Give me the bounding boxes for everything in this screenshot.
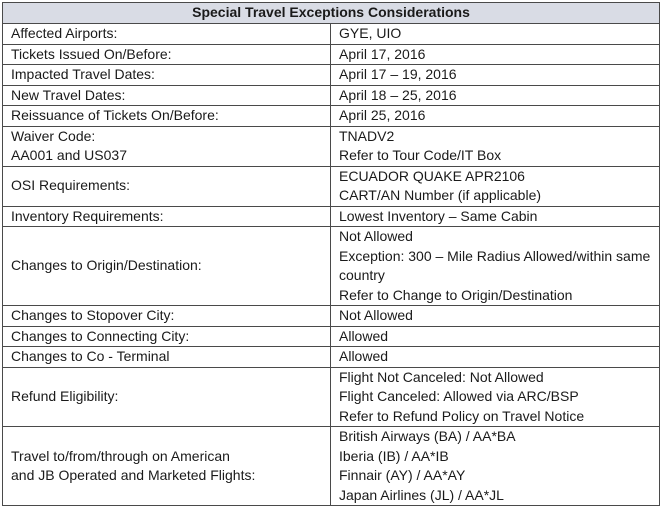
row-value: [331, 166, 660, 206]
label-line: Affected Airports:: [11, 25, 118, 41]
row-value: [331, 367, 660, 427]
table-row: [3, 85, 660, 106]
row-value: [331, 85, 660, 106]
value-line: April 18 – 25, 2016: [339, 86, 457, 103]
label-line: Impacted Travel Dates:: [11, 66, 155, 82]
value-line: Not Allowed: [339, 228, 413, 244]
table-row: [3, 24, 660, 45]
label-line: OSI Requirements:: [11, 177, 131, 194]
row-value: [331, 106, 660, 127]
row-value: [331, 306, 660, 327]
table-row: [3, 65, 660, 86]
label-line: Reissuance of Tickets On/Before:: [11, 107, 219, 123]
row-label: [3, 227, 331, 306]
row-label: [3, 85, 331, 106]
value-line: Iberia (IB) / AA*IB: [339, 447, 449, 464]
label-line: Refund Eligibility:: [11, 388, 119, 404]
value-line: GYE, UIO: [339, 25, 402, 41]
table-title: Special Travel Exceptions Considerations: [3, 3, 660, 24]
row-value: [331, 427, 660, 506]
row-label: [3, 126, 331, 166]
label-line: Tickets Issued On/Before:: [11, 45, 172, 62]
row-value: [331, 24, 660, 45]
row-value: [331, 65, 660, 86]
row-value: [331, 206, 660, 227]
row-label: [3, 306, 331, 327]
value-line: April 25, 2016: [339, 107, 426, 123]
value-line: ECUADOR QUAKE APR2106: [339, 167, 525, 184]
label-line: Changes to Stopover City:: [11, 307, 175, 323]
row-label: [3, 166, 331, 206]
table-row: [3, 367, 660, 427]
value-line: Allowed: [339, 327, 389, 344]
row-value: [331, 227, 660, 306]
value-line: CART/AN Number (if applicable): [339, 187, 542, 203]
value-line: April 17, 2016: [339, 45, 426, 62]
row-value: [331, 326, 660, 347]
label-line: Waiver Code:: [11, 127, 96, 144]
value-line: Japan Airlines (JL) / AA*JL: [339, 486, 504, 503]
value-line: April 17 – 19, 2016: [339, 66, 457, 82]
value-line: Exception: 300 – Mile Radius Allowed/within same country: [339, 247, 651, 283]
value-line: Not Allowed: [339, 307, 413, 323]
row-label: [3, 367, 331, 427]
row-label: [3, 24, 331, 45]
value-line: British Airways (BA) / AA*BA: [339, 428, 516, 444]
table-row: [3, 347, 660, 368]
row-label: [3, 347, 331, 368]
table-row: [3, 44, 660, 65]
row-value: [331, 126, 660, 166]
value-line: Lowest Inventory – Same Cabin: [339, 207, 538, 224]
row-value: [331, 44, 660, 65]
value-line: Allowed: [339, 348, 389, 364]
row-label: [3, 65, 331, 86]
value-line: Refer to Tour Code/IT Box: [339, 147, 502, 163]
label-line: AA001 and US037: [11, 147, 127, 163]
table-row: [3, 166, 660, 206]
label-line: New Travel Dates:: [11, 86, 126, 103]
value-line: Refer to Change to Origin/Destination: [339, 286, 573, 303]
table-title-row: [3, 3, 660, 24]
label-line: Inventory Requirements:: [11, 207, 164, 224]
exceptions-table: [2, 2, 660, 506]
row-label: [3, 106, 331, 127]
row-label: [3, 326, 331, 347]
table-row: [3, 326, 660, 347]
value-line: Finnair (AY) / AA*AY: [339, 467, 466, 483]
value-line: TNADV2: [339, 127, 395, 144]
table-row: [3, 427, 660, 506]
value-line: Flight Not Canceled: Not Allowed: [339, 368, 544, 385]
label-line: Changes to Origin/Destination:: [11, 257, 202, 274]
table-row: [3, 227, 660, 306]
table-row: [3, 206, 660, 227]
table-row: [3, 126, 660, 166]
table-row: [3, 106, 660, 127]
label-line: Changes to Connecting City:: [11, 327, 190, 344]
row-label: [3, 427, 331, 506]
value-line: Refer to Refund Policy on Travel Notice: [339, 407, 585, 424]
table-row: [3, 306, 660, 327]
row-value: [331, 347, 660, 368]
value-line: Flight Canceled: Allowed via ARC/BSP: [339, 388, 579, 404]
row-label: [3, 44, 331, 65]
label-line: and JB Operated and Marketed Flights:: [11, 467, 256, 483]
row-label: [3, 206, 331, 227]
label-line: Changes to Co - Terminal: [11, 348, 170, 364]
label-line: Travel to/from/through on American: [11, 447, 230, 464]
